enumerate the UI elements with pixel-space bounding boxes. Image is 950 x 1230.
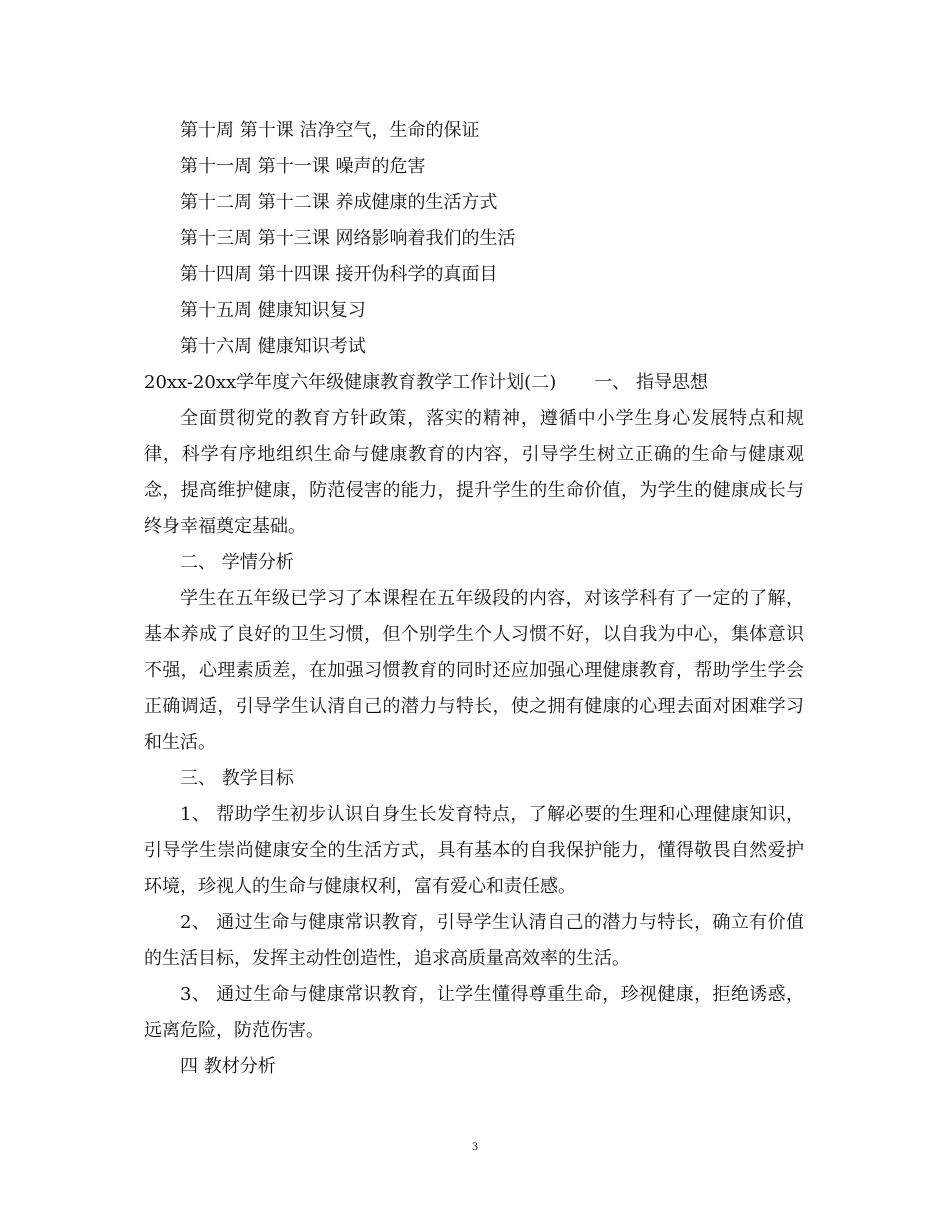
section-heading-materials: 四 教材分析: [180, 1056, 276, 1077]
analysis-paragraph: 学生在五年级已学习了本课程在五年级段的内容，对该学科有了一定的了解，基本养成了良好的卫生习惯，但个别学生个人习惯不好，以自我为中心，集体意识不强，心理素质差，在加强习惯教育的同时还应加强心理健康教育，帮助学生学会正确调适，引导学生认清自己的潜力与特长，使之拥有健康的心理去面对困难学习和生活。: [144, 588, 804, 753]
schedule-line: 第十四周 第十四课 接开伪科学的真面目: [180, 264, 498, 285]
schedule-line: 第十三周 第十三课 网络影响着我们的生活: [180, 228, 516, 249]
plan-title-row: [144, 365, 804, 401]
section-heading-goals: 三、 教学目标: [180, 768, 294, 789]
schedule-line: 第十六周 健康知识考试: [180, 336, 366, 357]
schedule-line: 第十周 第十课 洁净空气，生命的保证: [180, 120, 480, 141]
page-number: 3: [472, 1139, 478, 1153]
goal-item: 2、 通过生命与健康常识教育，引导学生认清自己的潜力与特长，确立有价值的生活目标，发挥主动性创造性，追求高质量高效率的生活。: [144, 912, 804, 969]
goal-item: 3、 通过生命与健康常识教育，让学生懂得尊重生命，珍视健康，拒绝诱惑，远离危险，防范伤害。: [144, 984, 804, 1041]
goal-item: 1、 帮助学生初步认识自身生长发育特点，了解必要的生理和心理健康知识，引导学生崇尚健康安全的生活方式，具有基本的自我保护能力，懂得敬畏自然爱护环境，珍视人的生命与健康权利，富有爱心和责任感。: [144, 804, 804, 897]
guiding-paragraph: 全面贯彻党的教育方针政策，落实的精神，遵循中小学生身心发展特点和规律，科学有序地组织生命与健康教育的内容，引导学生树立正确的生命与健康观念，提高维护健康，防范侵害的能力，提升学生的生命价值，为学生的健康成长与终身幸福奠定基础。: [144, 408, 804, 537]
schedule-line: 第十二周 第十二课 养成健康的生活方式: [180, 192, 498, 213]
plan-title: 20xx-20xx学年度六年级健康教育教学工作计划(二): [144, 372, 557, 393]
schedule-line: 第十五周 健康知识复习: [180, 300, 366, 321]
section-heading-guiding: 一、 指导思想: [594, 372, 708, 393]
schedule-line: 第十一周 第十一课 噪声的危害: [180, 156, 426, 177]
section-heading-analysis: 二、 学情分析: [180, 552, 294, 573]
document-body: [144, 113, 804, 1085]
